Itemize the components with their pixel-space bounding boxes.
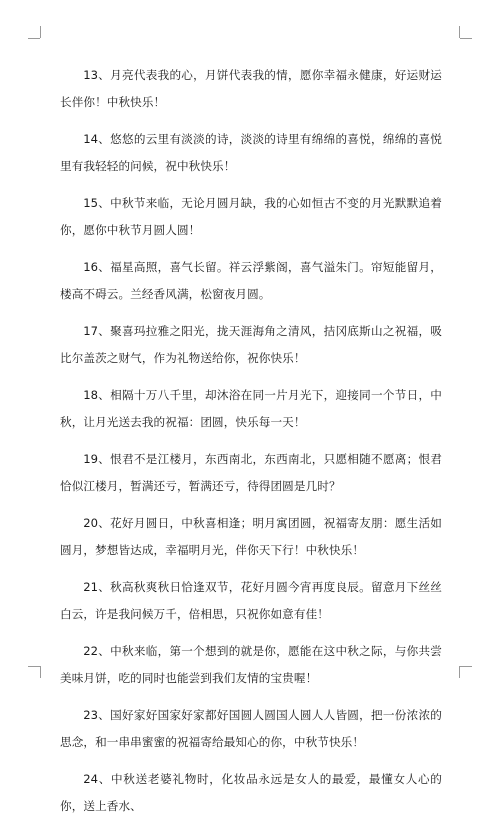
paragraph: 13、月亮代表我的心，月饼代表我的情，愿你幸福永健康，好运财运长伴你！中秋快乐！ [60, 68, 442, 109]
paragraph: 21、秋高秋爽秋日恰逢双节，花好月圆今宵再度良辰。留意月下丝丝白云，许是我问候万千，倍相思，只祝你如意有佳！ [60, 580, 442, 621]
paragraph: 22、中秋来临，第一个想到的就是你，愿能在这中秋之际，与你共尝美味月饼，吃的同时也能尝到我们友情的宝贵喔！ [60, 644, 442, 685]
crop-mark-bottom-left [40, 666, 41, 678]
paragraph: 19、恨君不是江楼月，东西南北，东西南北，只愿相随不愿离；恨君恰似江楼月，暂满还亏，暂满还亏，待得团圆是几时？ [60, 452, 442, 493]
crop-mark-top-right [459, 26, 460, 38]
crop-mark-top-left [28, 38, 40, 39]
paragraph: 20、花好月圆日，中秋喜相逢；明月寓团圆，祝福寄友朋：愿生活如圆月，梦想皆达成，幸福明月光，伴你天下行！中秋快乐！ [60, 516, 442, 557]
crop-mark-top-left [40, 26, 41, 38]
paragraph: 24、中秋送老婆礼物时，化妆品永远是女人的最爱，最懂女人心的你，送上香水、 [60, 772, 442, 813]
paragraph: 16、福星高照，喜气长留。祥云浮紫阁，喜气溢朱门。帘短能留月，楼高不碍云。兰经香风满，松窗夜月圆。 [60, 260, 442, 301]
crop-mark-bottom-right [460, 666, 472, 667]
paragraph: 18、相隔十万八千里，却沐浴在同一片月光下，迎接同一个节日，中秋，让月光送去我的祝福：团圆，快乐每一天！ [60, 388, 442, 429]
document-body [60, 62, 442, 830]
paragraph: 17、聚喜玛拉雅之阳光，拢天涯海角之清风，拮冈底斯山之祝福，吸比尔盖茨之财气，作为礼物送给你，祝你快乐！ [60, 324, 442, 365]
paragraph: 15、中秋节来临，无论月圆月缺，我的心如恒古不变的月光默默追着你，愿你中秋节月圆人圆！ [60, 196, 442, 237]
paragraph: 14、悠悠的云里有淡淡的诗，淡淡的诗里有绵绵的喜悦，绵绵的喜悦里有我轻轻的问候，祝中秋快乐！ [60, 132, 442, 173]
paragraph: 23、国好家好国家好家都好国圆人圆国人圆人人皆圆，把一份浓浓的思念，和一串串蜜蜜的祝福寄给最知心的你，中秋节快乐！ [60, 708, 442, 749]
crop-mark-top-right [460, 38, 472, 39]
crop-mark-bottom-right [459, 666, 460, 678]
crop-mark-bottom-left [28, 666, 40, 667]
